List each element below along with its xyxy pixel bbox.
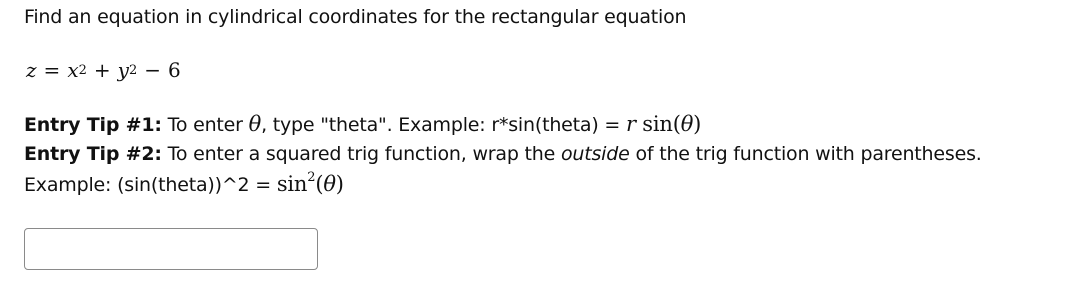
rectangular-equation [26,58,181,82]
equation-minus: − [144,58,161,82]
equation-term2-exponent: 2 [128,63,138,78]
entry-tip-2-example-text: Example: (sin(theta))^2 = [24,174,277,196]
entry-tip-1-label: Entry Tip #1: [24,114,162,136]
equation-term2-base: y [117,58,129,82]
entry-tip-2-math-example: $\sin^2(\theta)$ [276,170,344,196]
entry-tip-1-math-example: r sin(θ) [625,112,702,136]
entry-tip-2-text-before: To enter a squared trig function, wrap the [161,143,561,165]
entry-tip-1-text-before: To enter [161,114,249,136]
entry-tip-2-example [24,172,344,196]
equation-term1-exponent: 2 [78,63,87,78]
entry-tip-2-emphasis: outside [560,143,630,165]
equation-plus: + [93,58,111,82]
entry-tip-1-theta-symbol: θ [248,112,262,136]
equation-equals: = [43,58,61,82]
entry-tip-2 [24,143,982,165]
entry-tip-2-text-after: of the trig function with parentheses. [629,143,982,165]
equation-term1-base: x [67,58,79,82]
entry-tip-1-text-middle: , type "theta". Example: r*sin(theta) = [261,114,626,136]
entry-tip-2-label: Entry Tip #2: [24,143,162,165]
equation-constant: 6 [168,58,181,82]
entry-tip-1 [24,112,701,136]
answer-input[interactable] [24,228,318,270]
question-prompt: Find an equation in cylindrical coordinates for the rectangular equation [24,6,687,28]
equation-lhs: z [26,58,37,82]
